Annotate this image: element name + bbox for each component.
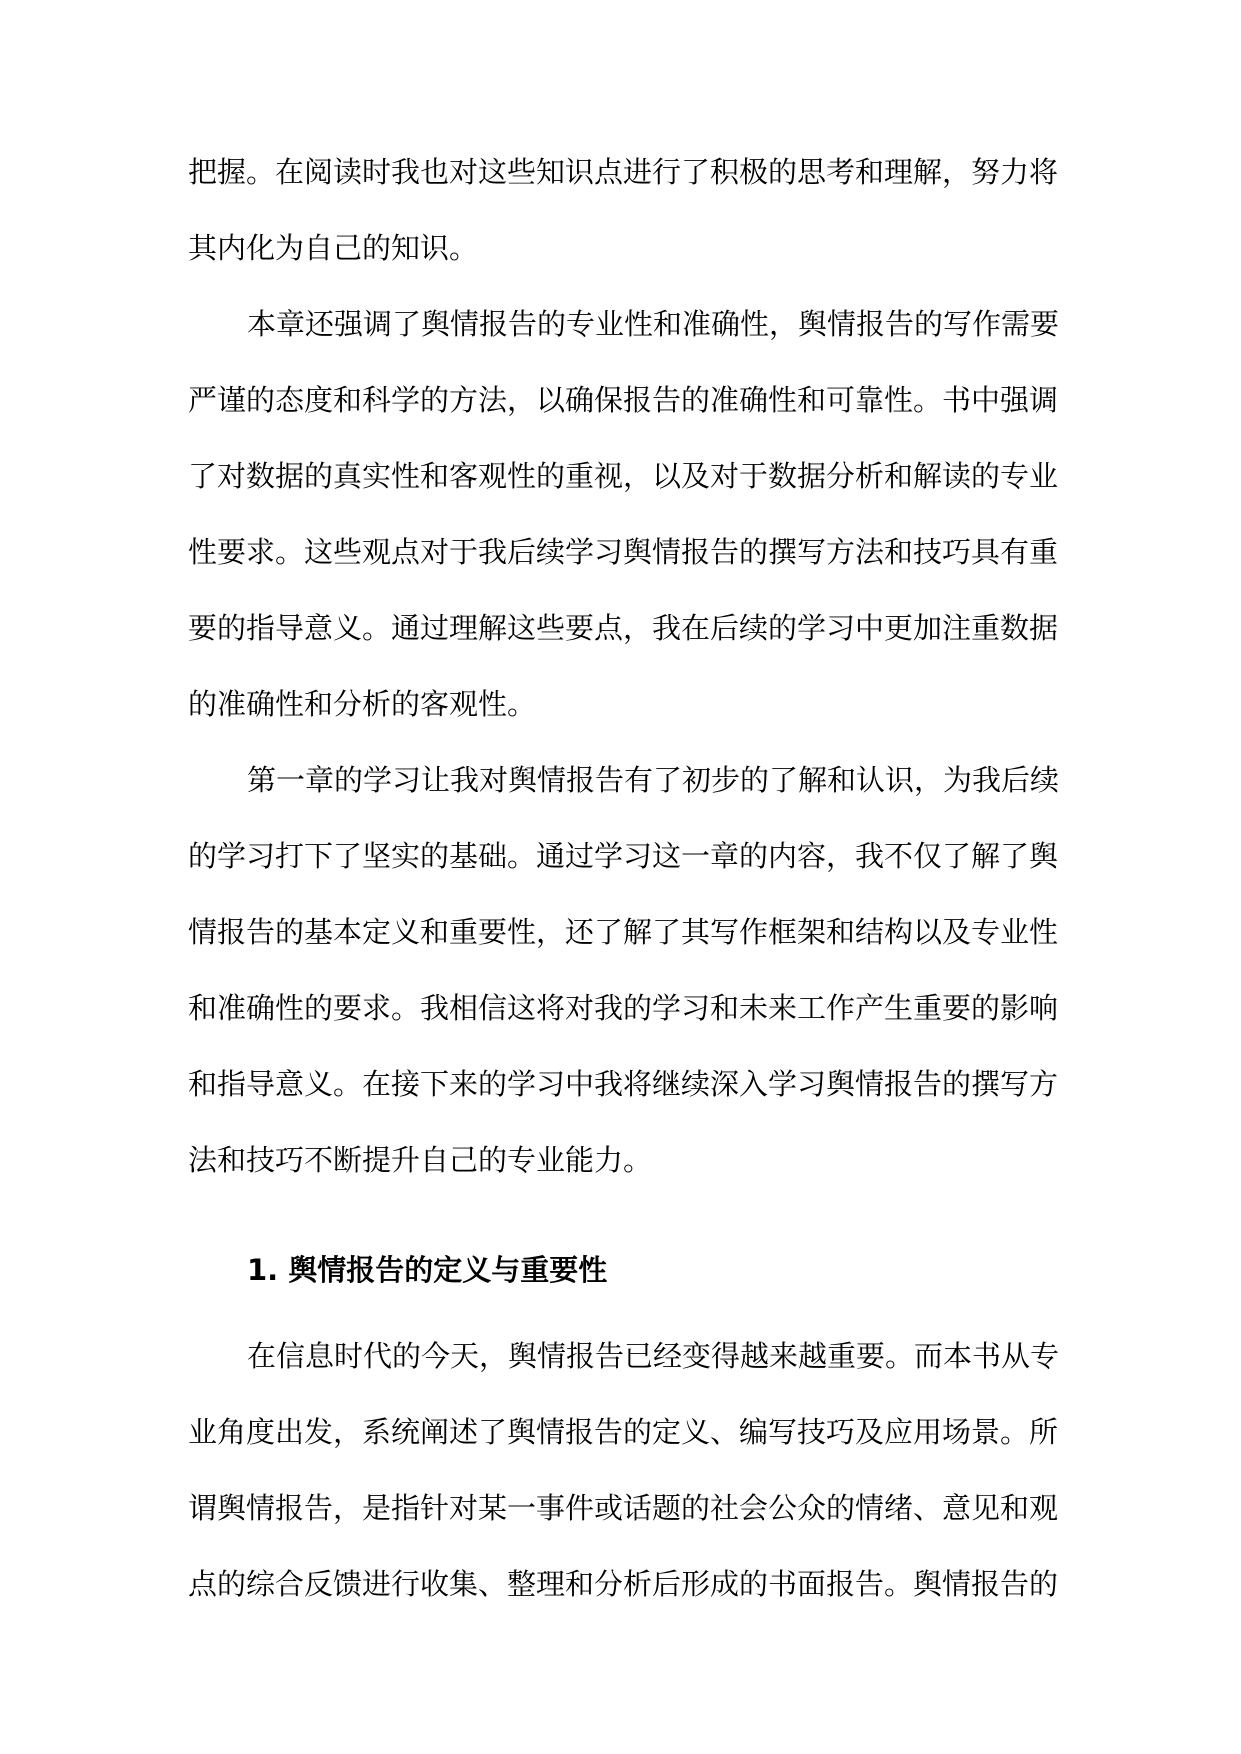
paragraph-3-line-2: 的学习打下了坚实的基础。通过学习这一章的内容，我不仅了解了舆	[188, 839, 1059, 873]
section-heading: 1. 舆情报告的定义与重要性	[247, 1253, 608, 1287]
paragraph-3-line-1: 第一章的学习让我对舆情报告有了初步的了解和认识，为我后续	[247, 763, 1060, 797]
section-paragraph-line-3: 谓舆情报告，是指针对某一事件或话题的社会公众的情绪、意见和观	[188, 1491, 1059, 1525]
section-paragraph-line-4: 点的综合反馈进行收集、整理和分析后形成的书面报告。舆情报告的	[188, 1567, 1059, 1601]
section-paragraph-line-1: 在信息时代的今天，舆情报告已经变得越来越重要。而本书从专	[247, 1339, 1060, 1373]
paragraph-2-line-5: 要的指导意义。通过理解这些要点，我在后续的学习中更加注重数据	[188, 611, 1059, 645]
paragraph-3-line-5: 和指导意义。在接下来的学习中我将继续深入学习舆情报告的撰写方	[188, 1067, 1059, 1101]
paragraph-2-line-6: 的准确性和分析的客观性。	[188, 687, 537, 721]
paragraph-1-line-2: 其内化为自己的知识。	[188, 231, 479, 265]
paragraph-2-line-3: 了对数据的真实性和客观性的重视，以及对于数据分析和解读的专业	[188, 459, 1059, 493]
paragraph-3-line-4: 和准确性的要求。我相信这将对我的学习和未来工作产生重要的影响	[188, 991, 1059, 1025]
section-paragraph-line-2: 业角度出发，系统阐述了舆情报告的定义、编写技巧及应用场景。所	[188, 1415, 1059, 1449]
paragraph-3-line-3: 情报告的基本定义和重要性，还了解了其写作框架和结构以及专业性	[188, 915, 1059, 949]
paragraph-3-line-6: 法和技巧不断提升自己的专业能力。	[188, 1143, 653, 1177]
paragraph-2-line-1: 本章还强调了舆情报告的专业性和准确性，舆情报告的写作需要	[247, 307, 1060, 341]
paragraph-2-line-2: 严谨的态度和科学的方法，以确保报告的准确性和可靠性。书中强调	[188, 383, 1059, 417]
paragraph-2-line-4: 性要求。这些观点对于我后续学习舆情报告的撰写方法和技巧具有重	[188, 535, 1059, 569]
paragraph-1-line-1: 把握。在阅读时我也对这些知识点进行了积极的思考和理解，努力将	[188, 155, 1059, 189]
